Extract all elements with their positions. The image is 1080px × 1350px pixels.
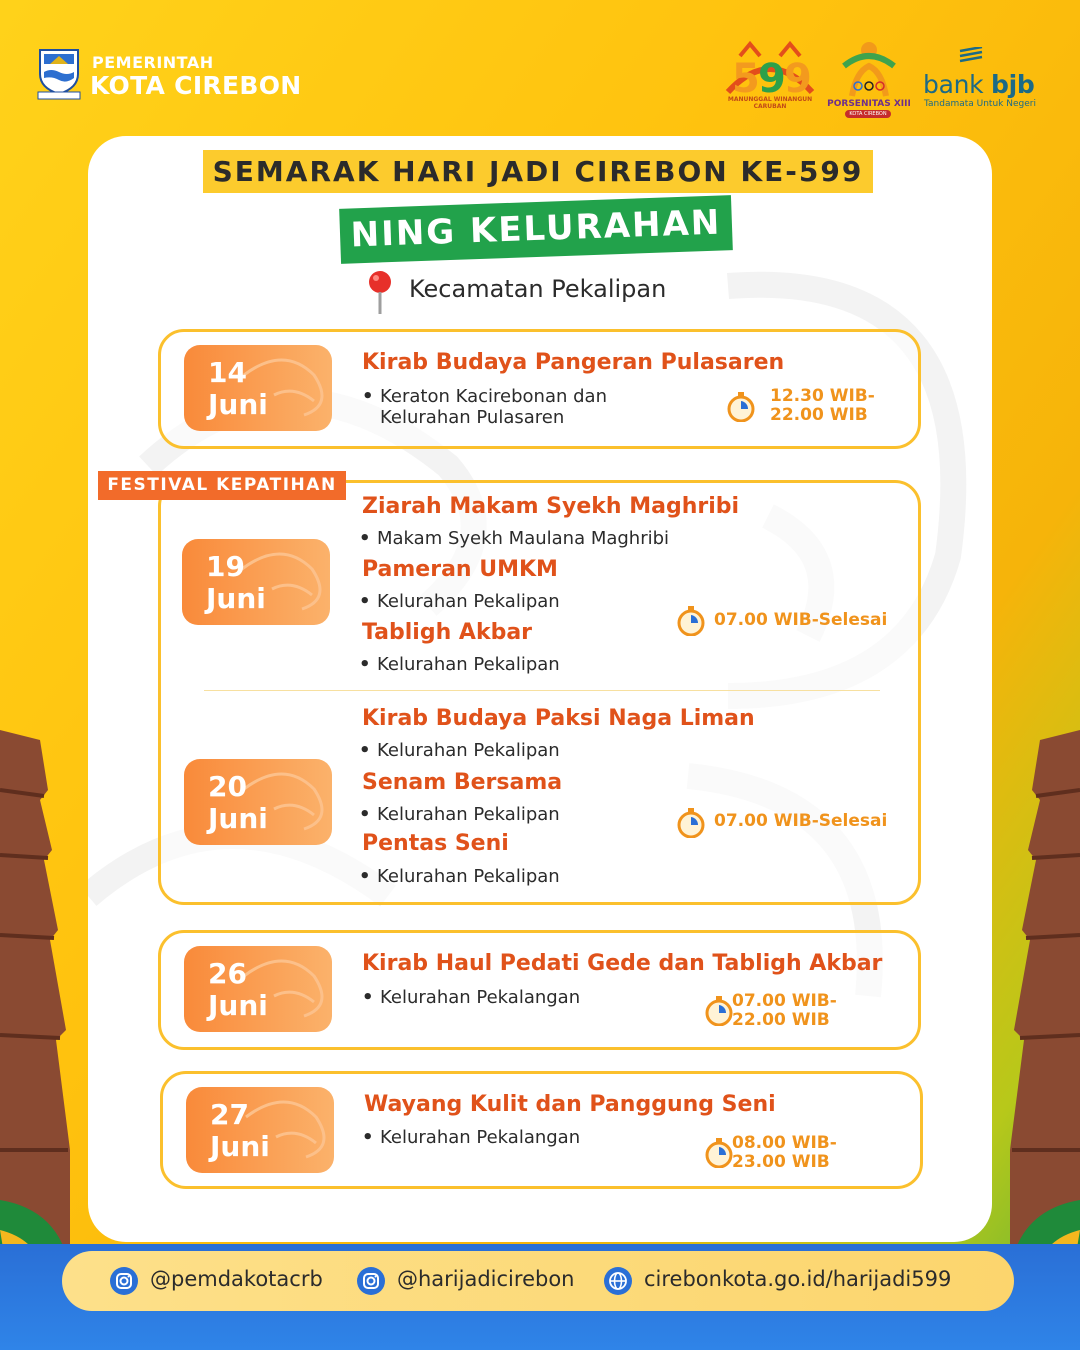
date-text xyxy=(208,357,268,421)
event-location-line: • Kelurahan Pekalipan xyxy=(377,804,560,825)
event-time: 07.00 WIB-Selesai xyxy=(714,811,888,831)
date-day: 26 xyxy=(208,957,247,990)
globe-icon xyxy=(604,1267,632,1295)
event-time xyxy=(770,387,875,425)
bank-word: bank xyxy=(923,70,984,99)
date-text xyxy=(208,958,268,1022)
instagram-pemda-link[interactable]: @pemdakotacrb xyxy=(150,1267,323,1291)
instagram-harijadi-link[interactable]: @harijadicirebon xyxy=(397,1267,575,1291)
date-badge xyxy=(182,539,330,625)
date-day: 14 xyxy=(208,356,247,389)
stopwatch-icon xyxy=(704,996,734,1026)
city-name: KOTA CIREBON xyxy=(90,71,302,100)
bank-logo-stripes-icon xyxy=(958,47,984,63)
event-title: Kirab Budaya Pangeran Pulasaren xyxy=(362,350,785,375)
bjb-word: bjb xyxy=(990,70,1035,99)
time-start: 08.00 WIB- xyxy=(732,1133,837,1153)
subtitle-banner: NING KELURAHAN xyxy=(339,195,733,264)
stopwatch-icon xyxy=(726,392,756,422)
main-title: SEMARAK HARI JADI CIREBON KE-599 xyxy=(203,150,873,193)
date-month: Juni xyxy=(208,989,268,1022)
time-end: 22.00 WIB xyxy=(732,1010,830,1030)
time-start: 07.00 WIB- xyxy=(732,991,837,1011)
event-title: Ziarah Makam Syekh Maghribi xyxy=(362,494,740,519)
event-time xyxy=(732,1134,837,1172)
event-location-line: • Kelurahan Pekalipan xyxy=(377,591,560,612)
date-day: 19 xyxy=(206,550,245,583)
svg-text:5: 5 xyxy=(732,56,760,102)
date-month: Juni xyxy=(208,802,268,835)
date-text xyxy=(210,1099,270,1163)
city-crest-icon xyxy=(36,44,82,100)
anniversary-tagline: MANUNGGAL WINANGUN CARUBAN xyxy=(727,96,813,110)
event-location-line: • Kelurahan Pekalipan xyxy=(377,740,560,761)
date-badge xyxy=(184,759,332,845)
district-location: Kecamatan Pekalipan xyxy=(409,275,667,303)
event-time: 07.00 WIB-Selesai xyxy=(714,610,888,630)
date-badge xyxy=(186,1087,334,1173)
event-title: Wayang Kulit dan Panggung Seni xyxy=(364,1092,776,1117)
instagram-icon xyxy=(110,1267,138,1295)
event-location-line xyxy=(380,407,564,428)
event-location-line: • Makam Syekh Maulana Maghribi xyxy=(377,528,669,549)
event-title: Senam Bersama xyxy=(362,770,563,795)
section-divider xyxy=(204,690,880,691)
date-day: 27 xyxy=(210,1098,249,1131)
date-month: Juni xyxy=(208,388,268,421)
date-day: 20 xyxy=(208,770,247,803)
time-start: 12.30 WIB- xyxy=(770,386,875,406)
event-title: Kirab Budaya Paksi Naga Liman xyxy=(362,706,755,731)
event-location-continued: Kelurahan Pulasaren xyxy=(380,407,565,428)
date-month: Juni xyxy=(210,1130,270,1163)
event-location-line: • Keraton Kacirebonan dan xyxy=(380,386,607,407)
event-location-line: • Kelurahan Pekalipan xyxy=(377,866,560,887)
date-badge xyxy=(184,946,332,1032)
svg-text:9: 9 xyxy=(784,56,812,102)
event-title: Pameran UMKM xyxy=(362,557,558,582)
event-location-line: • Kelurahan Pekalangan xyxy=(380,1127,580,1148)
government-label: PEMERINTAH xyxy=(92,53,214,72)
porsenitas-logo xyxy=(834,36,904,100)
location-pin-icon xyxy=(362,268,398,316)
date-month: Juni xyxy=(206,582,266,615)
stopwatch-icon xyxy=(676,808,706,838)
event-location-line: • Kelurahan Pekalangan xyxy=(380,987,580,1008)
time-end: 22.00 WIB xyxy=(770,405,868,425)
svg-text:9: 9 xyxy=(758,56,786,102)
festival-kepatihan-label: FESTIVAL KEPATIHAN xyxy=(98,471,346,500)
time-end: 23.00 WIB xyxy=(732,1152,830,1172)
date-text xyxy=(206,551,266,615)
event-title: Pentas Seni xyxy=(362,831,509,856)
website-link[interactable]: cirebonkota.go.id/harijadi599 xyxy=(644,1267,952,1291)
event-time xyxy=(732,992,837,1030)
porsenitas-title: PORSENITAS XIII xyxy=(827,99,911,109)
event-title: Kirab Haul Pedati Gede dan Tabligh Akbar xyxy=(362,951,883,976)
event-title: Tabligh Akbar xyxy=(362,620,533,645)
date-text xyxy=(208,771,268,835)
stopwatch-icon xyxy=(676,606,706,636)
event-location-line: • Kelurahan Pekalipan xyxy=(377,654,560,675)
instagram-icon xyxy=(357,1267,385,1295)
date-badge xyxy=(184,345,332,431)
bank-logo-text xyxy=(923,70,1034,99)
bank-tagline: Tandamata Untuk Negeri xyxy=(924,99,1036,109)
porsenitas-subtitle: KOTA CIREBON xyxy=(845,110,891,118)
stopwatch-icon xyxy=(704,1138,734,1168)
